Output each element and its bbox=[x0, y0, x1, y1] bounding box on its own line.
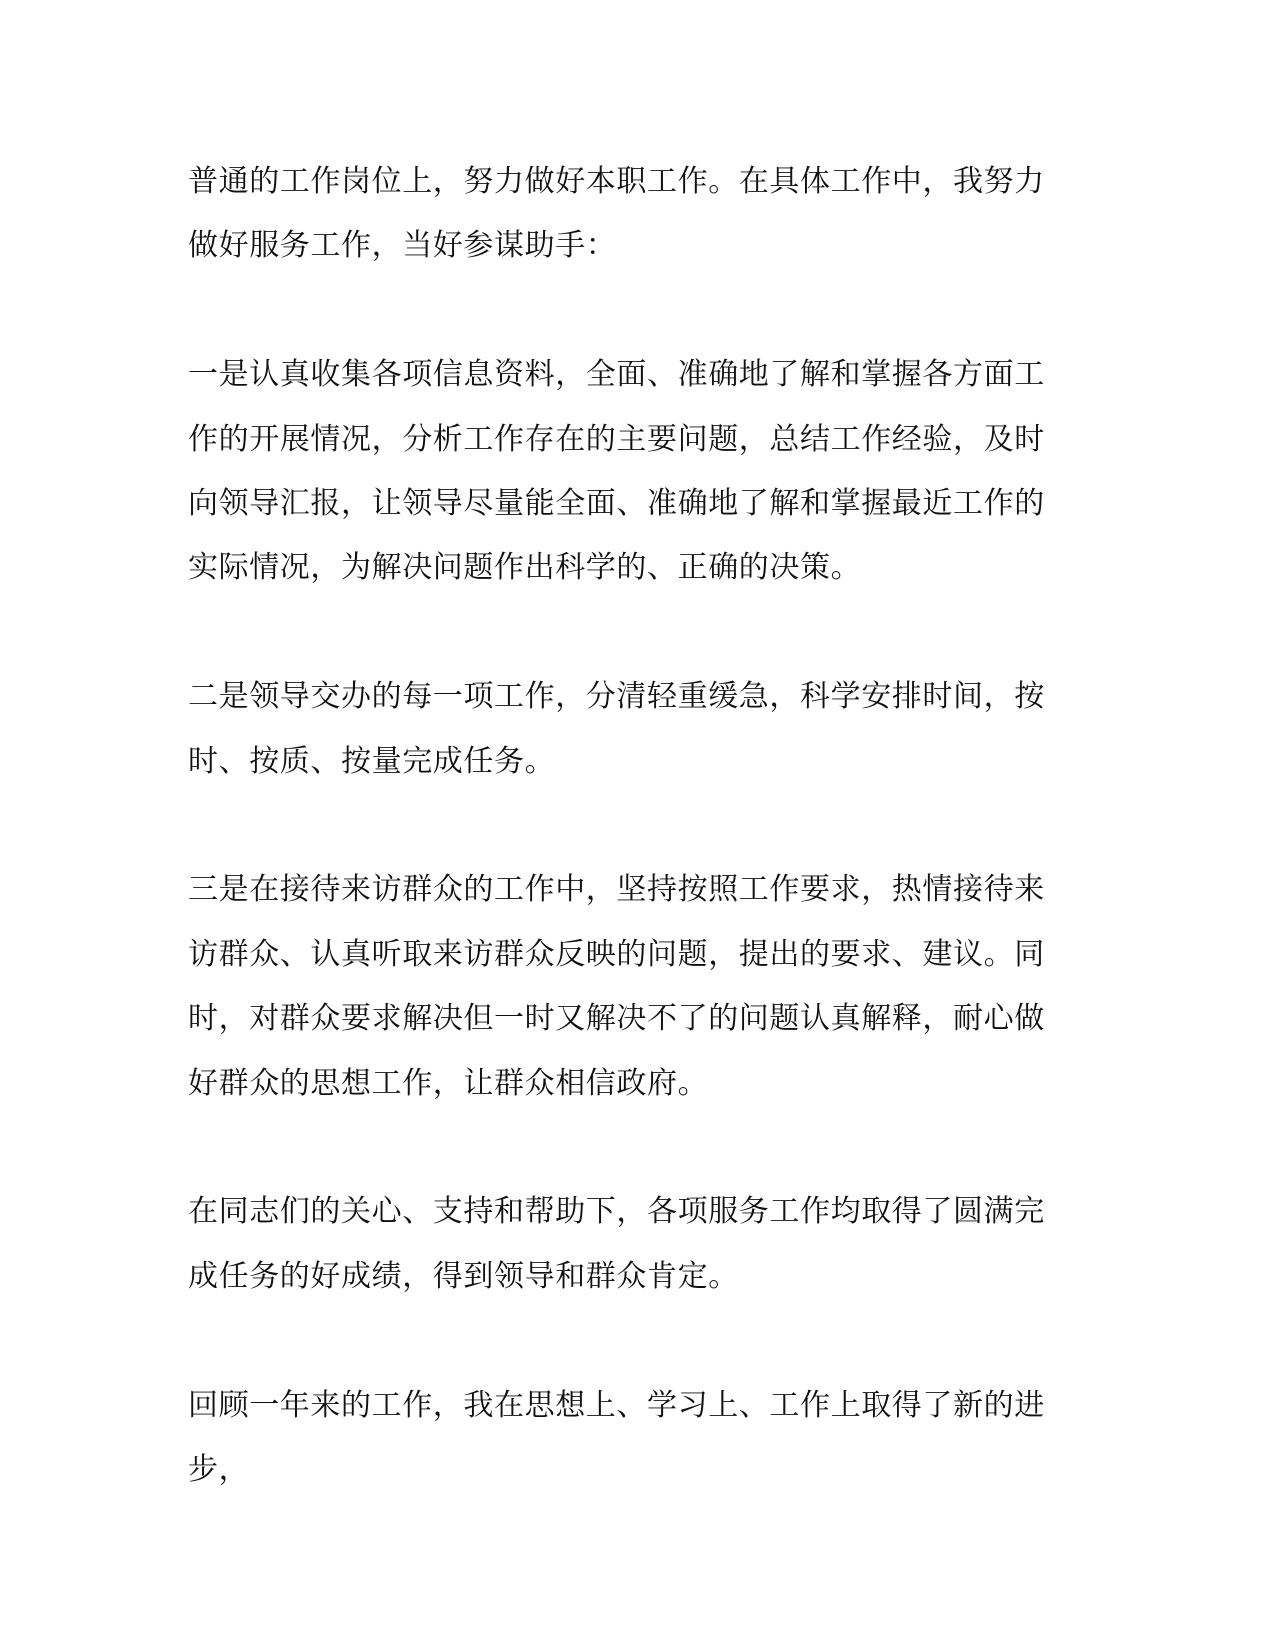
paragraph-intro: 普通的工作岗位上，努力做好本职工作。在具体工作中，我努力做好服务工作，当好参谋助手： bbox=[188, 164, 1045, 264]
paragraph-review: 回顾一年来的工作，我在思想上、学习上、工作上取得了新的进步， bbox=[188, 1387, 1045, 1488]
document-body bbox=[188, 150, 1068, 1567]
paragraph-item-one: 一是认真收集各项信息资料，全面、准确地了解和掌握各方面工作的开展情况，分析工作存在的主要问题，总结工作经验，及时向领导汇报，让领导尽量能全面、准确地了解和掌握最近工作的实际情况，为解决问题作出科学的、正确的决策。 bbox=[188, 357, 1045, 586]
paragraph-item-three: 三是在接待来访群众的工作中，坚持按照工作要求，热情接待来访群众、认真听取来访群众反映的问题，提出的要求、建议。同时，对群众要求解决但一时又解决不了的问题认真解释，耐心做好群众的思想工作，让群众相信政府。 bbox=[188, 872, 1045, 1101]
paragraph-item-two: 二是领导交办的每一项工作，分清轻重缓急，科学安排时间，按时、按质、按量完成任务。 bbox=[188, 679, 1045, 779]
paragraph-summary: 在同志们的关心、支持和帮助下，各项服务工作均取得了圆满完成任务的好成绩，得到领导和群众肯定。 bbox=[188, 1194, 1045, 1294]
